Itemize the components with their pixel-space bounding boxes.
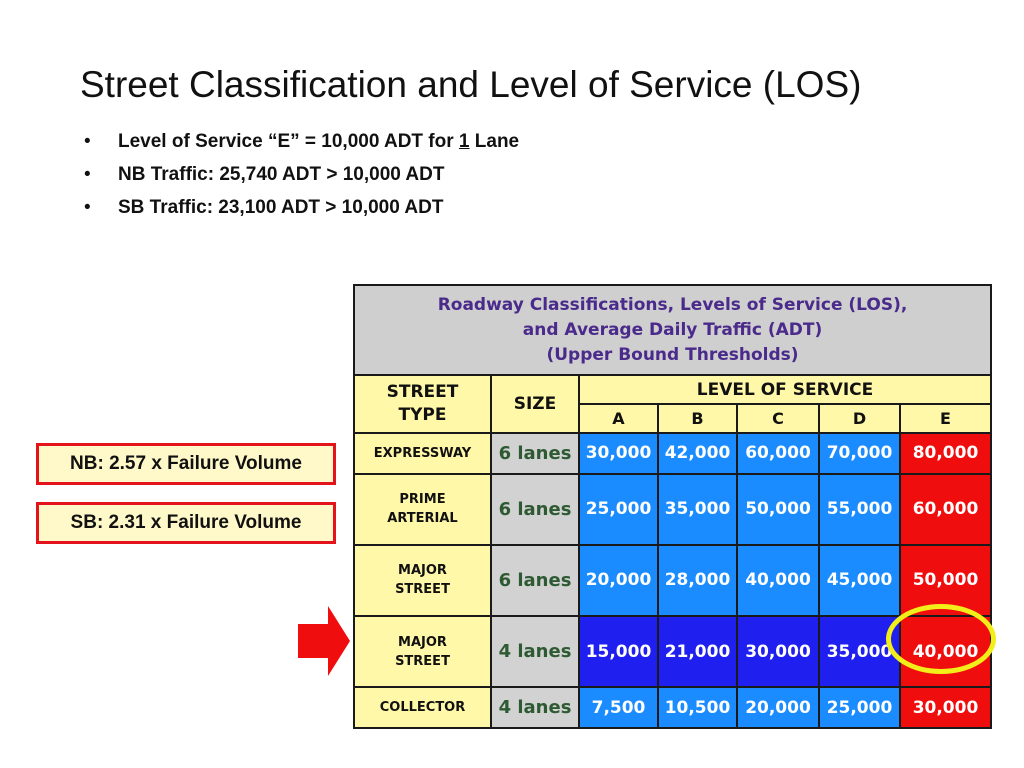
los-value-cell: 30,000 [900, 687, 991, 728]
bullet-underlined-number: 1 [458, 131, 470, 152]
header-line: TYPE [398, 405, 447, 425]
los-column-header: C [737, 404, 819, 433]
bullet-item [80, 161, 519, 194]
street-type-line: COLLECTOR [379, 700, 466, 716]
bullet-marker: • [84, 197, 91, 218]
street-type-line: EXPRESSWAY [373, 445, 472, 461]
bullet-list [80, 128, 519, 227]
los-value-cell: 55,000 [819, 474, 900, 545]
level-of-service-header: LEVEL OF SERVICE [579, 375, 991, 404]
los-value-cell: 20,000 [737, 687, 819, 728]
los-value-cell: 45,000 [819, 545, 900, 616]
los-value-cell: 20,000 [579, 545, 658, 616]
size-header: SIZE [491, 375, 579, 433]
table-row [354, 474, 991, 545]
los-value-cell: 10,500 [658, 687, 737, 728]
sb-callout: SB: 2.31 x Failure Volume [36, 502, 336, 544]
arrow-right-icon [298, 606, 350, 676]
table-row [354, 616, 991, 687]
los-column-header: A [579, 404, 658, 433]
size-cell: 6 lanes [491, 433, 579, 474]
los-value-cell: 35,000 [819, 616, 900, 687]
los-value-cell: 42,000 [658, 433, 737, 474]
los-column-header: B [658, 404, 737, 433]
street-type-line: STREET [395, 653, 450, 669]
street-type-cell [354, 687, 491, 728]
bullet-marker: • [84, 131, 91, 152]
street-type-header [354, 375, 491, 433]
table-caption [354, 285, 991, 375]
los-value-cell: 15,000 [579, 616, 658, 687]
header-line: STREET [386, 382, 459, 402]
los-column-header: E [900, 404, 991, 433]
street-type-cell [354, 545, 491, 616]
street-type-line: MAJOR [398, 634, 447, 650]
caption-line: and Average Daily Traffic (ADT) [522, 319, 823, 340]
los-value-cell: 25,000 [579, 474, 658, 545]
los-value-cell: 40,000 [900, 616, 991, 687]
los-value-cell: 80,000 [900, 433, 991, 474]
nb-callout: NB: 2.57 x Failure Volume [36, 443, 336, 485]
street-type-cell [354, 433, 491, 474]
los-value-cell: 25,000 [819, 687, 900, 728]
caption-line: (Upper Bound Thresholds) [546, 344, 799, 365]
los-value-cell: 40,000 [737, 545, 819, 616]
los-value-cell: 35,000 [658, 474, 737, 545]
bullet-item [80, 128, 519, 161]
street-type-line: PRIME [399, 492, 446, 508]
size-cell: 6 lanes [491, 545, 579, 616]
los-value-cell: 30,000 [737, 616, 819, 687]
street-type-line: ARTERIAL [387, 511, 458, 527]
caption-line: Roadway Classifications, Levels of Service (LOS), [437, 294, 908, 315]
bullet-text: SB Traffic: 23,100 ADT > 10,000 ADT [118, 197, 444, 218]
los-value-cell: 60,000 [737, 433, 819, 474]
street-type-cell [354, 474, 491, 545]
los-value-cell: 7,500 [579, 687, 658, 728]
size-cell: 6 lanes [491, 474, 579, 545]
street-type-cell [354, 616, 491, 687]
table-row [354, 687, 991, 728]
bullet-text-end: Lane [469, 131, 520, 152]
los-value-cell: 50,000 [900, 545, 991, 616]
los-value-cell: 30,000 [579, 433, 658, 474]
los-table [353, 284, 992, 729]
bullet-marker: • [84, 164, 91, 185]
los-value-cell: 70,000 [819, 433, 900, 474]
los-value-cell: 28,000 [658, 545, 737, 616]
page-title: Street Classification and Level of Service (LOS) [80, 64, 862, 105]
table-row [354, 433, 991, 474]
street-type-line: STREET [395, 582, 450, 598]
size-cell: 4 lanes [491, 687, 579, 728]
los-value-cell: 60,000 [900, 474, 991, 545]
bullet-item [80, 194, 519, 227]
los-value-cell: 50,000 [737, 474, 819, 545]
street-type-line: MAJOR [398, 563, 447, 579]
bullet-text: NB Traffic: 25,740 ADT > 10,000 ADT [118, 164, 445, 185]
los-column-header: D [819, 404, 900, 433]
size-cell: 4 lanes [491, 616, 579, 687]
table-row [354, 545, 991, 616]
los-value-cell: 21,000 [658, 616, 737, 687]
bullet-text: Level of Service “E” = 10,000 ADT for [118, 131, 459, 152]
